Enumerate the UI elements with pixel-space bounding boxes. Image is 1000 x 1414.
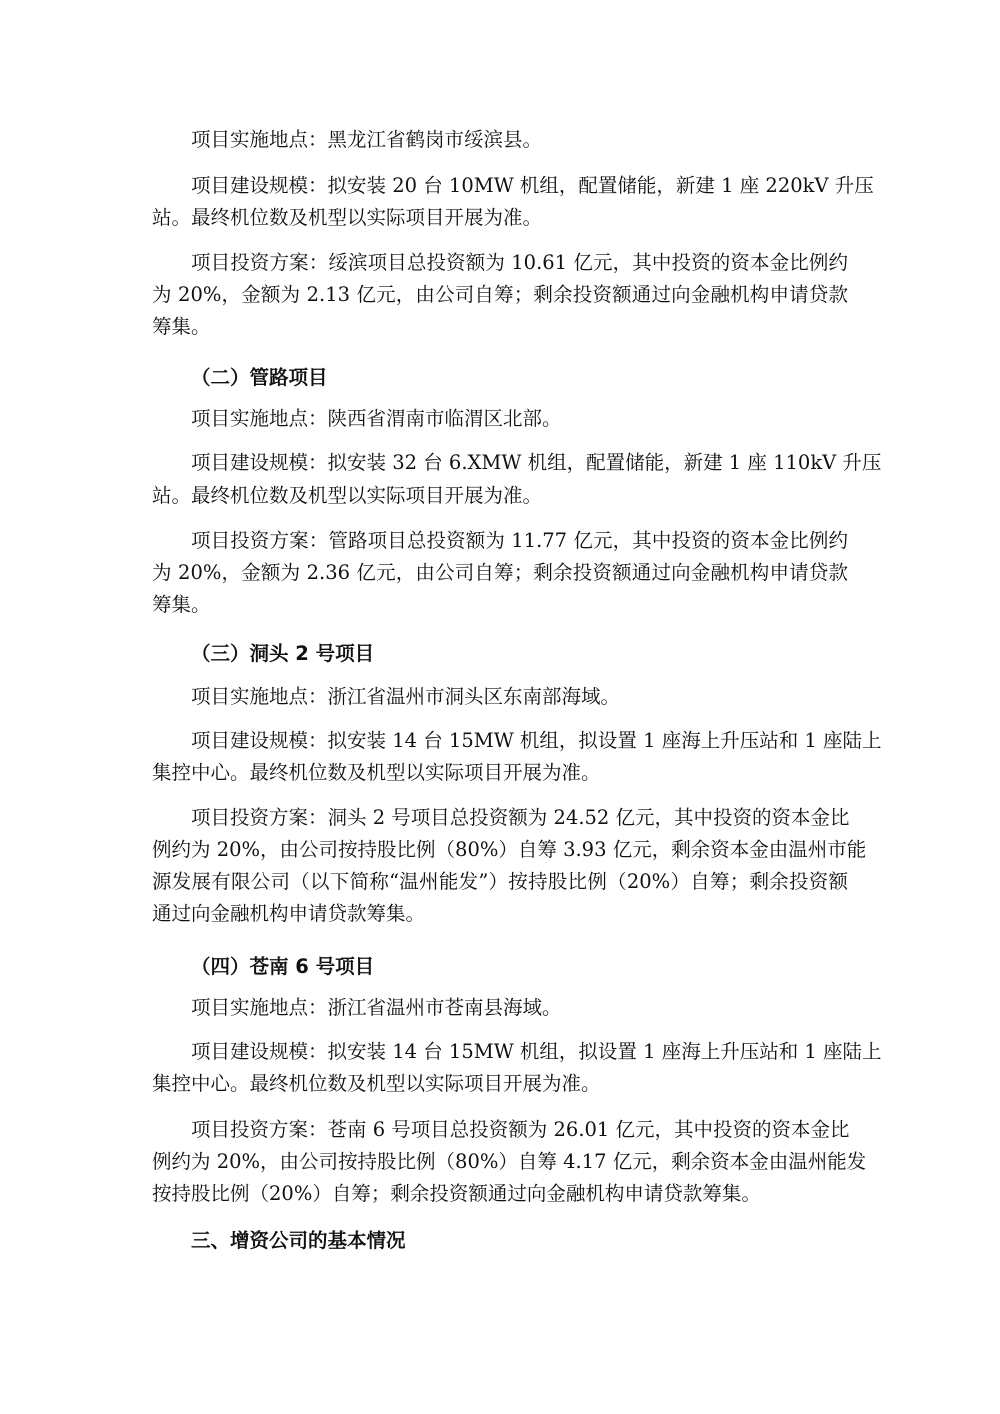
paragraph-line: 集控中心。最终机位数及机型以实际项目开展为准。 — [152, 761, 601, 784]
paragraph-line: 项目建设规模：拟安装 32 台 6.XMW 机组，配置储能，新建 1 座 110kV 升压 — [191, 451, 882, 474]
section-heading: （二）管路项目 — [191, 366, 328, 389]
paragraph-line: 为 20%，金额为 2.13 亿元，由公司自筹；剩余投资额通过向金融机构申请贷款 — [152, 283, 848, 306]
paragraph-line: 项目建设规模：拟安装 14 台 15MW 机组，拟设置 1 座海上升压站和 1 座陆上 — [191, 1040, 882, 1063]
paragraph-line: 集控中心。最终机位数及机型以实际项目开展为准。 — [152, 1072, 601, 1095]
paragraph-line: 为 20%，金额为 2.36 亿元，由公司自筹；剩余投资额通过向金融机构申请贷款 — [152, 561, 848, 584]
paragraph-line: 例约为 20%，由公司按持股比例（80%）自筹 3.93 亿元，剩余资本金由温州市能 — [152, 838, 867, 861]
paragraph-line: 项目实施地点：浙江省温州市洞头区东南部海域。 — [191, 685, 621, 708]
paragraph-line: 筹集。 — [152, 593, 211, 616]
paragraph-line: 按持股比例（20%）自筹；剩余投资额通过向金融机构申请贷款筹集。 — [152, 1182, 761, 1205]
paragraph-line: 例约为 20%，由公司按持股比例（80%）自筹 4.17 亿元，剩余资本金由温州能发 — [152, 1150, 867, 1173]
section-heading: （四）苍南 6 号项目 — [191, 955, 375, 978]
paragraph-line: 项目实施地点：陕西省渭南市临渭区北部。 — [191, 407, 562, 430]
section-heading: （三）洞头 2 号项目 — [191, 642, 375, 665]
paragraph-line: 站。最终机位数及机型以实际项目开展为准。 — [152, 206, 543, 229]
paragraph-line: 项目投资方案：绥滨项目总投资额为 10.61 亿元，其中投资的资本金比例约 — [191, 251, 848, 274]
paragraph-line: 筹集。 — [152, 315, 211, 338]
paragraph-line: 项目投资方案：管路项目总投资额为 11.77 亿元，其中投资的资本金比例约 — [191, 529, 848, 552]
paragraph-line: 项目建设规模：拟安装 20 台 10MW 机组，配置储能，新建 1 座 220kV 升压 — [191, 174, 874, 197]
paragraph-line: 项目投资方案：苍南 6 号项目总投资额为 26.01 亿元，其中投资的资本金比 — [191, 1118, 850, 1141]
paragraph-line: 通过向金融机构申请贷款筹集。 — [152, 902, 426, 925]
paragraph-line: 源发展有限公司（以下简称“温州能发”）按持股比例（20%）自筹；剩余投资额 — [152, 870, 848, 893]
paragraph-line: 项目建设规模：拟安装 14 台 15MW 机组，拟设置 1 座海上升压站和 1 座陆上 — [191, 729, 882, 752]
paragraph-line: 项目实施地点：黑龙江省鹤岗市绥滨县。 — [191, 128, 543, 151]
paragraph-line: 项目实施地点：浙江省温州市苍南县海域。 — [191, 996, 562, 1019]
paragraph-line: 项目投资方案：洞头 2 号项目总投资额为 24.52 亿元，其中投资的资本金比 — [191, 806, 850, 829]
section-heading: 三、增资公司的基本情况 — [191, 1229, 406, 1252]
paragraph-line: 站。最终机位数及机型以实际项目开展为准。 — [152, 484, 543, 507]
